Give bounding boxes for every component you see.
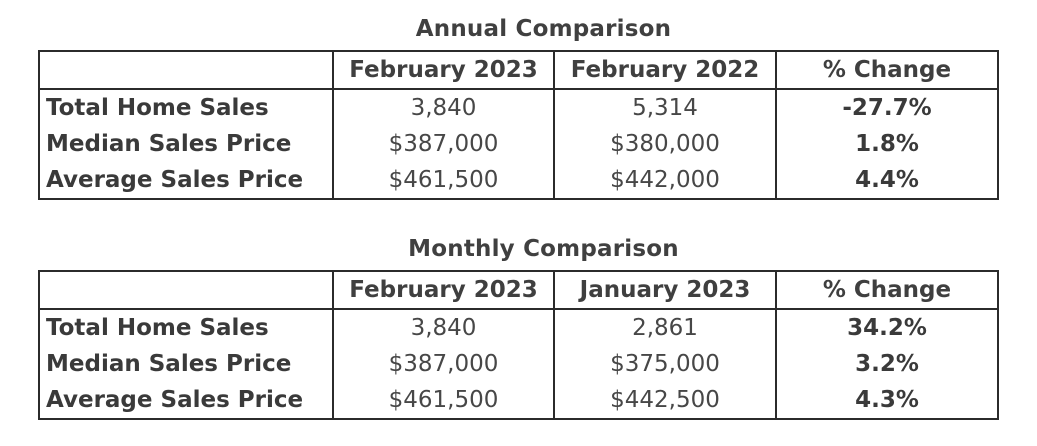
table-row [39, 382, 998, 419]
percent-change-value: 4.4% [776, 162, 998, 199]
table-row [39, 126, 998, 162]
table-row [39, 89, 998, 126]
header-previous-period: January 2023 [554, 271, 776, 309]
annual-comparison-title: Annual Comparison [415, 16, 672, 42]
table-header-row [39, 271, 998, 309]
table-row [39, 346, 998, 382]
previous-value: 2,861 [554, 309, 776, 346]
previous-value: $375,000 [554, 346, 776, 382]
percent-change-value: 3.2% [776, 346, 998, 382]
row-label: Average Sales Price [39, 382, 333, 419]
header-current-period: February 2023 [333, 271, 554, 309]
header-current-period: February 2023 [333, 51, 554, 89]
current-value: $387,000 [333, 126, 554, 162]
current-value: $461,500 [333, 162, 554, 199]
header-corner-cell [39, 271, 333, 309]
row-label: Median Sales Price [39, 126, 333, 162]
percent-change-value: -27.7% [776, 89, 998, 126]
header-previous-period: February 2022 [554, 51, 776, 89]
percent-change-value: 34.2% [776, 309, 998, 346]
percent-change-value: 4.3% [776, 382, 998, 419]
row-label: Median Sales Price [39, 346, 333, 382]
previous-value: 5,314 [554, 89, 776, 126]
current-value: $461,500 [333, 382, 554, 419]
header-corner-cell [39, 51, 333, 89]
previous-value: $380,000 [554, 126, 776, 162]
previous-value: $442,500 [554, 382, 776, 419]
table-row [39, 309, 998, 346]
header-percent-change: % Change [776, 271, 998, 309]
current-value: 3,840 [333, 89, 554, 126]
percent-change-value: 1.8% [776, 126, 998, 162]
current-value: 3,840 [333, 309, 554, 346]
monthly-comparison-table [38, 270, 999, 420]
table-header-row [39, 51, 998, 89]
table-row [39, 162, 998, 199]
current-value: $387,000 [333, 346, 554, 382]
annual-comparison-table [38, 50, 999, 200]
header-percent-change: % Change [776, 51, 998, 89]
row-label: Average Sales Price [39, 162, 333, 199]
previous-value: $442,000 [554, 162, 776, 199]
row-label: Total Home Sales [39, 89, 333, 126]
monthly-comparison-title: Monthly Comparison [408, 236, 679, 262]
row-label: Total Home Sales [39, 309, 333, 346]
